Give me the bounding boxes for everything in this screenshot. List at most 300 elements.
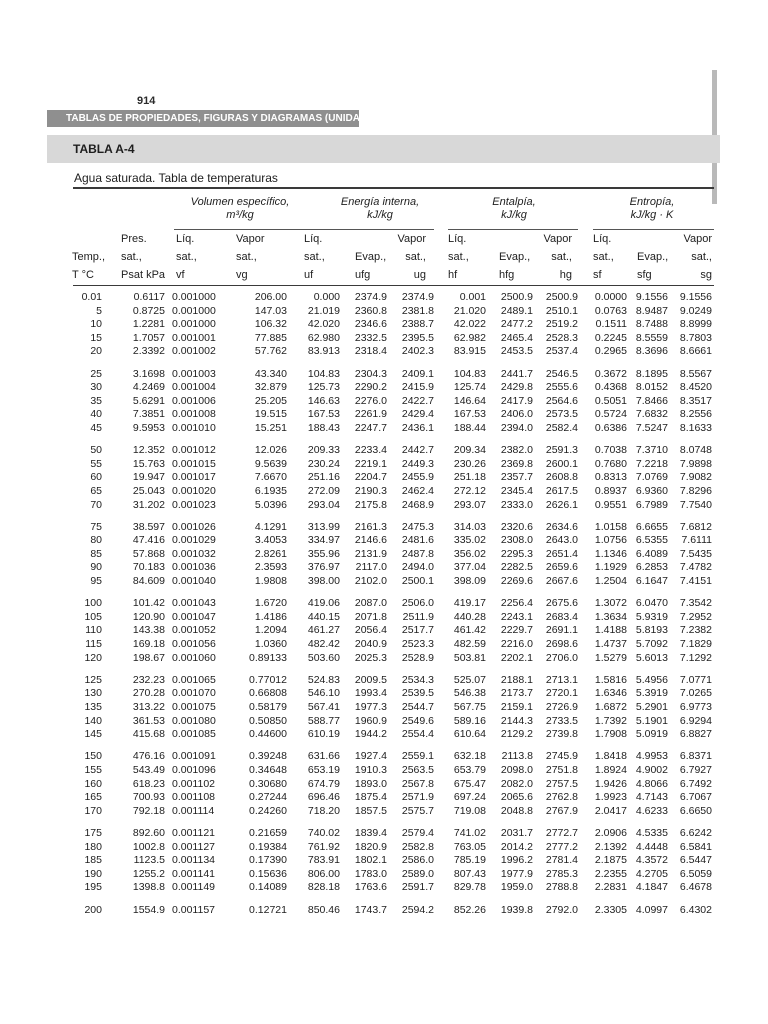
table-cell: 0.14089 <box>249 881 287 894</box>
table-cell: 2.0417 <box>594 804 627 817</box>
table-cell: 1123.5 <box>133 854 165 867</box>
table-cell: 2406.0 <box>500 408 533 421</box>
column-header-line: uf <box>304 269 314 281</box>
column-header <box>536 230 572 284</box>
column-header <box>448 230 488 284</box>
table-cell: 1820.9 <box>354 840 387 853</box>
table-cell: 270.28 <box>132 687 165 700</box>
table-cell: 10 <box>90 318 102 331</box>
table-cell: 32.879 <box>254 381 287 394</box>
table-cell: 150 <box>84 750 102 763</box>
table-cell: 6.1647 <box>635 575 668 588</box>
table-row <box>0 904 768 918</box>
table-cell: 2.0906 <box>594 826 627 839</box>
table-cell: 0.8937 <box>594 484 627 497</box>
table-cell: 2589.0 <box>401 867 434 880</box>
table-cell: 2031.7 <box>500 826 533 839</box>
table-cell: 4.0997 <box>635 903 668 916</box>
table-cell: 1977.3 <box>354 701 387 713</box>
column-header <box>593 230 633 284</box>
table-row <box>0 827 768 841</box>
table-cell: 1910.3 <box>354 763 387 776</box>
table-cell: 7.6670 <box>254 471 287 484</box>
table-row <box>0 548 768 562</box>
table-row <box>0 778 768 792</box>
table-cell: 2256.4 <box>500 597 533 610</box>
table-cell: 2528.3 <box>545 331 578 344</box>
table-cell: 0.001029 <box>172 534 216 547</box>
table-cell: 761.92 <box>307 840 340 853</box>
table-cell: 313.22 <box>132 701 165 713</box>
table-cell: 313.99 <box>307 520 340 533</box>
table-cell: 482.59 <box>453 638 486 651</box>
column-header-line: sat., <box>304 251 325 263</box>
table-cell: 2113.8 <box>501 750 533 763</box>
table-cell: 160 <box>84 777 102 790</box>
column-header <box>236 230 281 284</box>
table-cell: 8.6661 <box>679 345 712 358</box>
table-cell: 0.30680 <box>249 777 287 790</box>
table-cell: 1.7057 <box>132 331 165 344</box>
column-header <box>390 230 426 284</box>
table-cell: 1.7908 <box>594 728 627 741</box>
table-cell: 1839.4 <box>354 826 387 839</box>
table-cell: 2333.0 <box>500 498 533 511</box>
table-cell: 4.1291 <box>254 520 287 533</box>
table-cell: 7.7540 <box>679 498 712 511</box>
table-cell: 525.07 <box>453 673 486 686</box>
table-cell: 169.18 <box>132 638 165 651</box>
table-cell: 2487.8 <box>401 547 434 560</box>
column-header <box>499 230 539 284</box>
table-cell: 2659.6 <box>545 561 578 574</box>
table-cell: 2494.0 <box>401 561 434 574</box>
table-cell: 5.7092 <box>635 638 668 651</box>
table-cell: 7.3542 <box>679 597 712 610</box>
table-cell: 12.026 <box>254 444 287 457</box>
table-cell: 2190.3 <box>354 484 387 497</box>
table-cell: 6.5447 <box>679 854 712 867</box>
table-cell: 8.0748 <box>679 444 712 457</box>
table-cell: 2453.5 <box>500 345 533 358</box>
table-cell: 6.1935 <box>254 484 287 497</box>
table-cell: 2745.9 <box>545 750 578 763</box>
table-top-rule <box>73 187 714 189</box>
table-cell: 2571.9 <box>401 791 434 804</box>
table-cell: 19.515 <box>254 408 287 421</box>
table-cell: 2591.3 <box>545 444 578 457</box>
column-header-line <box>637 230 677 248</box>
column-header-line: Vapor <box>683 233 712 245</box>
table-cell: 2129.2 <box>500 728 533 741</box>
group-header-entropy <box>590 196 714 222</box>
column-header-line: ug <box>413 269 426 281</box>
table-cell: 610.19 <box>307 728 340 741</box>
table-cell: 2733.5 <box>545 714 578 727</box>
table-cell: 2382.0 <box>500 444 533 457</box>
table-cell: 0.001026 <box>172 520 216 533</box>
table-cell: 398.00 <box>307 575 340 588</box>
table-cell: 0.6117 <box>133 291 165 303</box>
table-row <box>0 597 768 611</box>
table-cell: 2.3593 <box>254 561 287 574</box>
table-cell: 2295.3 <box>500 547 533 560</box>
table-cell: 293.07 <box>453 498 486 511</box>
table-cell: 125 <box>84 673 102 686</box>
table-cell: 0.89133 <box>249 651 287 664</box>
table-cell: 230.24 <box>307 457 340 470</box>
column-header <box>672 230 712 284</box>
table-cell: 2.2355 <box>594 867 627 880</box>
table-cell: 4.9002 <box>635 763 668 776</box>
table-row <box>0 499 768 513</box>
table-cell: 524.83 <box>307 673 340 686</box>
table-cell: 272.09 <box>307 484 340 497</box>
table-cell: 155 <box>84 763 102 776</box>
table-cell: 7.8466 <box>635 394 668 407</box>
table-cell: 1.6720 <box>254 597 287 610</box>
table-cell: 2465.4 <box>500 331 533 344</box>
table-row <box>0 611 768 625</box>
table-cell: 377.04 <box>453 561 486 574</box>
table-cell: 6.7927 <box>679 763 712 776</box>
table-cell: 83.913 <box>307 345 340 358</box>
table-cell: 45 <box>90 421 102 434</box>
table-cell: 7.8296 <box>679 484 712 497</box>
table-cell: 334.97 <box>307 534 340 547</box>
table-cell: 2429.8 <box>500 381 533 394</box>
row-group-gap <box>0 436 768 445</box>
table-cell: 2579.4 <box>401 826 434 839</box>
table-cell: 7.6832 <box>635 408 668 421</box>
table-cell: 0.001002 <box>172 345 216 358</box>
table-cell: 2304.3 <box>354 367 387 380</box>
table-cell: 5.6291 <box>132 394 165 407</box>
column-header-line: sat., <box>176 251 197 263</box>
table-cell: 2098.0 <box>500 763 533 776</box>
row-group-gap <box>0 589 768 598</box>
table-cell: 0.001157 <box>172 903 216 916</box>
table-cell: 697.24 <box>453 791 486 804</box>
table-cell: 1.6346 <box>594 687 627 700</box>
table-cell: 674.79 <box>307 777 340 790</box>
column-header-line: sat., <box>121 251 142 263</box>
table-cell: 1398.8 <box>132 881 165 894</box>
group-header-volume <box>170 196 310 222</box>
table-cell: 1.2094 <box>254 624 287 637</box>
table-cell: 145 <box>84 728 102 741</box>
table-cell: 2788.8 <box>545 881 578 894</box>
table-cell: 7.5247 <box>635 421 668 434</box>
row-group-gap <box>0 818 768 827</box>
table-cell: 6.9360 <box>635 484 668 497</box>
table-cell: 2415.9 <box>401 381 434 394</box>
table-cell: 1.0756 <box>594 534 627 547</box>
table-cell: 2781.4 <box>545 854 578 867</box>
table-cell: 70 <box>90 498 102 511</box>
table-cell: 120.90 <box>132 610 165 623</box>
table-cell: 7.4151 <box>679 575 712 588</box>
table-cell: 2409.1 <box>401 367 434 380</box>
table-cell: 43.340 <box>254 367 287 380</box>
table-cell: 4.9953 <box>635 750 668 763</box>
table-cell: 2394.0 <box>500 421 533 434</box>
table-cell: 783.91 <box>307 854 340 867</box>
column-header-line: hg <box>559 269 572 281</box>
table-cell: 6.2853 <box>635 561 668 574</box>
table-cell: 0.12721 <box>249 903 287 916</box>
table-cell: 4.1847 <box>635 881 668 894</box>
table-cell: 7.1292 <box>679 651 712 664</box>
table-cell: 6.4678 <box>679 881 712 894</box>
table-cell: 1.2504 <box>594 575 627 588</box>
table-cell: 0.001052 <box>172 624 216 637</box>
table-cell: 8.7488 <box>635 318 668 331</box>
table-cell: 2320.6 <box>500 520 533 533</box>
column-header <box>355 230 395 284</box>
table-cell: 2025.3 <box>354 651 387 664</box>
table-cell: 1993.4 <box>354 687 387 700</box>
table-row <box>0 715 768 729</box>
table-cell: 7.5435 <box>679 547 712 560</box>
table-cell: 31.202 <box>132 498 165 511</box>
table-cell: 90 <box>90 561 102 574</box>
table-cell: 180 <box>84 840 102 853</box>
table-cell: 4.2469 <box>132 381 165 394</box>
table-cell: 2014.2 <box>500 840 533 853</box>
table-cell: 0.15636 <box>249 867 287 880</box>
table-cell: 47.416 <box>132 534 165 547</box>
table-cell: 1.5279 <box>594 651 627 664</box>
table-row <box>0 444 768 458</box>
column-header <box>637 230 677 284</box>
table-cell: 376.97 <box>307 561 340 574</box>
row-group-gap <box>0 895 768 904</box>
table-cell: 1.3634 <box>594 610 627 623</box>
table-cell: 101.42 <box>132 597 165 610</box>
table-cell: 2626.1 <box>545 498 578 511</box>
table-cell: 6.7492 <box>679 777 712 790</box>
table-cell: 0.5051 <box>594 394 627 407</box>
table-cell: 65 <box>90 484 102 497</box>
table-cell: 2511.9 <box>402 610 434 623</box>
table-cell: 892.60 <box>132 826 165 839</box>
table-cell: 2360.8 <box>354 304 387 317</box>
table-cell: 2204.7 <box>354 471 387 484</box>
table-cell: 2332.5 <box>354 331 387 344</box>
table-cell: 100 <box>84 597 102 610</box>
table-cell: 175 <box>84 826 102 839</box>
table-cell: 2345.4 <box>500 484 533 497</box>
table-cell: 0.001032 <box>172 547 216 560</box>
table-cell: 9.1556 <box>635 291 668 303</box>
table-cell: 2634.6 <box>545 520 578 533</box>
table-cell: 9.5639 <box>254 457 287 470</box>
table-cell: 2528.9 <box>401 651 434 664</box>
table-cell: 209.33 <box>307 444 340 457</box>
table-cell: 30 <box>90 381 102 394</box>
table-cell: 75 <box>90 520 102 533</box>
table-cell: 1927.4 <box>354 750 387 763</box>
table-cell: 0.001017 <box>172 471 216 484</box>
table-cell: 0.001070 <box>172 687 216 700</box>
table-cell: 2777.2 <box>545 840 578 853</box>
table-row <box>0 521 768 535</box>
table-cell: 0.17390 <box>249 854 287 867</box>
table-cell: 1.0360 <box>254 638 287 651</box>
table-cell: 763.05 <box>453 840 486 853</box>
table-row <box>0 728 768 742</box>
table-cell: 2785.3 <box>545 867 578 880</box>
table-cell: 8.1895 <box>635 367 668 380</box>
table-cell: 42.022 <box>453 318 486 331</box>
table-cell: 1.4188 <box>594 624 627 637</box>
table-cell: 589.16 <box>453 714 486 727</box>
table-cell: 2161.3 <box>354 520 387 533</box>
table-cell: 20 <box>90 345 102 358</box>
table-cell: 8.9487 <box>635 304 668 317</box>
table-cell: 785.19 <box>453 854 486 867</box>
table-cell: 110 <box>85 624 102 637</box>
column-header-line <box>355 230 395 248</box>
table-cell: 828.18 <box>307 881 340 894</box>
table-cell: 0.1511 <box>595 318 627 331</box>
table-cell: 50 <box>90 444 102 457</box>
column-header-line: Vapor <box>236 233 265 245</box>
table-cell: 3.1698 <box>132 367 165 380</box>
table-cell: 15 <box>90 331 102 344</box>
table-cell: 8.0152 <box>635 381 668 394</box>
table-cell: 83.915 <box>453 345 486 358</box>
table-cell: 4.5335 <box>635 826 668 839</box>
table-cell: 0.001000 <box>172 318 216 331</box>
column-header-line: Líq. <box>304 233 323 245</box>
table-cell: 2395.5 <box>401 331 434 344</box>
table-cell: 2216.0 <box>500 638 533 651</box>
table-cell: 2510.1 <box>545 304 578 317</box>
table-cell: 1763.6 <box>354 881 387 894</box>
table-row <box>0 624 768 638</box>
table-cell: 6.0470 <box>635 597 668 610</box>
table-row <box>0 750 768 764</box>
table-cell: 2269.6 <box>500 575 533 588</box>
table-cell: 1554.9 <box>132 903 165 916</box>
table-cell: 0.001080 <box>172 714 216 727</box>
table-cell: 7.1829 <box>679 638 712 651</box>
table-cell: 0.0000 <box>594 291 627 303</box>
table-cell: 1875.4 <box>354 791 387 804</box>
table-cell: 546.10 <box>307 687 340 700</box>
table-body <box>0 291 768 917</box>
table-cell: 190 <box>84 867 102 880</box>
table-cell: 0.77012 <box>249 673 287 686</box>
table-cell: 0.001096 <box>172 763 216 776</box>
table-cell: 2449.3 <box>401 457 434 470</box>
table-cell: 2573.5 <box>545 408 578 421</box>
table-cell: 0.001102 <box>172 777 216 790</box>
column-header-line: sfg <box>637 269 652 281</box>
column-header-line: Psat kPa <box>121 269 166 281</box>
table-cell: 6.8371 <box>679 750 712 763</box>
table-cell: 6.8827 <box>679 728 712 741</box>
table-label-bar <box>47 135 720 163</box>
table-cell: 2040.9 <box>354 638 387 651</box>
table-cell: 80 <box>90 534 102 547</box>
table-cell: 2048.8 <box>500 804 533 817</box>
table-row <box>0 652 768 666</box>
table-cell: 2417.9 <box>500 394 533 407</box>
table-cell: 0.001108 <box>172 791 216 804</box>
column-header-line: sat., <box>551 251 572 263</box>
table-cell: 1996.2 <box>500 854 533 867</box>
table-cell: 2173.7 <box>500 687 533 700</box>
table-cell: 2477.2 <box>500 318 533 331</box>
table-cell: 2567.8 <box>401 777 434 790</box>
table-cell: 115 <box>85 638 102 651</box>
table-cell: 105 <box>84 610 102 623</box>
table-cell: 0.50850 <box>249 714 287 727</box>
table-cell: 1.1929 <box>594 561 627 574</box>
table-cell: 0.001020 <box>172 484 216 497</box>
table-cell: 2757.5 <box>545 777 578 790</box>
table-cell: 0.001085 <box>172 728 216 741</box>
table-cell: 0.2245 <box>594 331 627 344</box>
table-cell: 1.9923 <box>594 791 627 804</box>
table-cell: 42.020 <box>307 318 340 331</box>
table-cell: 8.2556 <box>679 408 712 421</box>
table-cell: 2.3392 <box>132 345 165 358</box>
table-cell: 5.0396 <box>254 498 287 511</box>
table-cell: 5 <box>96 304 102 317</box>
table-cell: 618.23 <box>132 777 165 790</box>
table-cell: 9.1556 <box>679 291 712 303</box>
table-cell: 2546.5 <box>545 367 578 380</box>
table-cell: 2102.0 <box>354 575 387 588</box>
table-cell: 12.352 <box>132 444 165 457</box>
table-cell: 6.6242 <box>679 826 712 839</box>
table-cell: 2202.1 <box>500 651 533 664</box>
table-cell: 15.763 <box>132 457 165 470</box>
table-cell: 440.28 <box>453 610 486 623</box>
table-cell: 1802.1 <box>354 854 387 867</box>
group-enthalpy-name: Entalpía, <box>492 196 536 208</box>
group-header-enthalpy <box>440 196 588 222</box>
column-header-line: Evap., <box>637 251 669 263</box>
table-cell: 272.12 <box>453 484 486 497</box>
table-cell: 355.96 <box>307 547 340 560</box>
table-cell: 25.043 <box>132 484 165 497</box>
table-cell: 806.00 <box>307 867 340 880</box>
table-cell: 588.77 <box>307 714 340 727</box>
table-cell: 2144.3 <box>500 714 533 727</box>
table-cell: 2586.0 <box>401 854 434 867</box>
table-cell: 135 <box>84 701 102 713</box>
table-cell: 5.0919 <box>635 728 668 741</box>
table-cell: 0.19384 <box>249 840 287 853</box>
table-cell: 1255.2 <box>132 867 165 880</box>
table-row <box>0 638 768 652</box>
table-cell: 1959.0 <box>500 881 533 894</box>
table-cell: 106.32 <box>254 318 287 331</box>
table-cell: 230.26 <box>453 457 486 470</box>
table-cell: 792.18 <box>132 804 165 817</box>
table-cell: 1.6872 <box>594 701 627 713</box>
table-cell: 2534.3 <box>401 673 434 686</box>
table-cell: 165 <box>84 791 102 804</box>
column-header <box>176 230 216 284</box>
table-cell: 2422.7 <box>401 394 434 407</box>
column-header-line <box>72 230 112 248</box>
